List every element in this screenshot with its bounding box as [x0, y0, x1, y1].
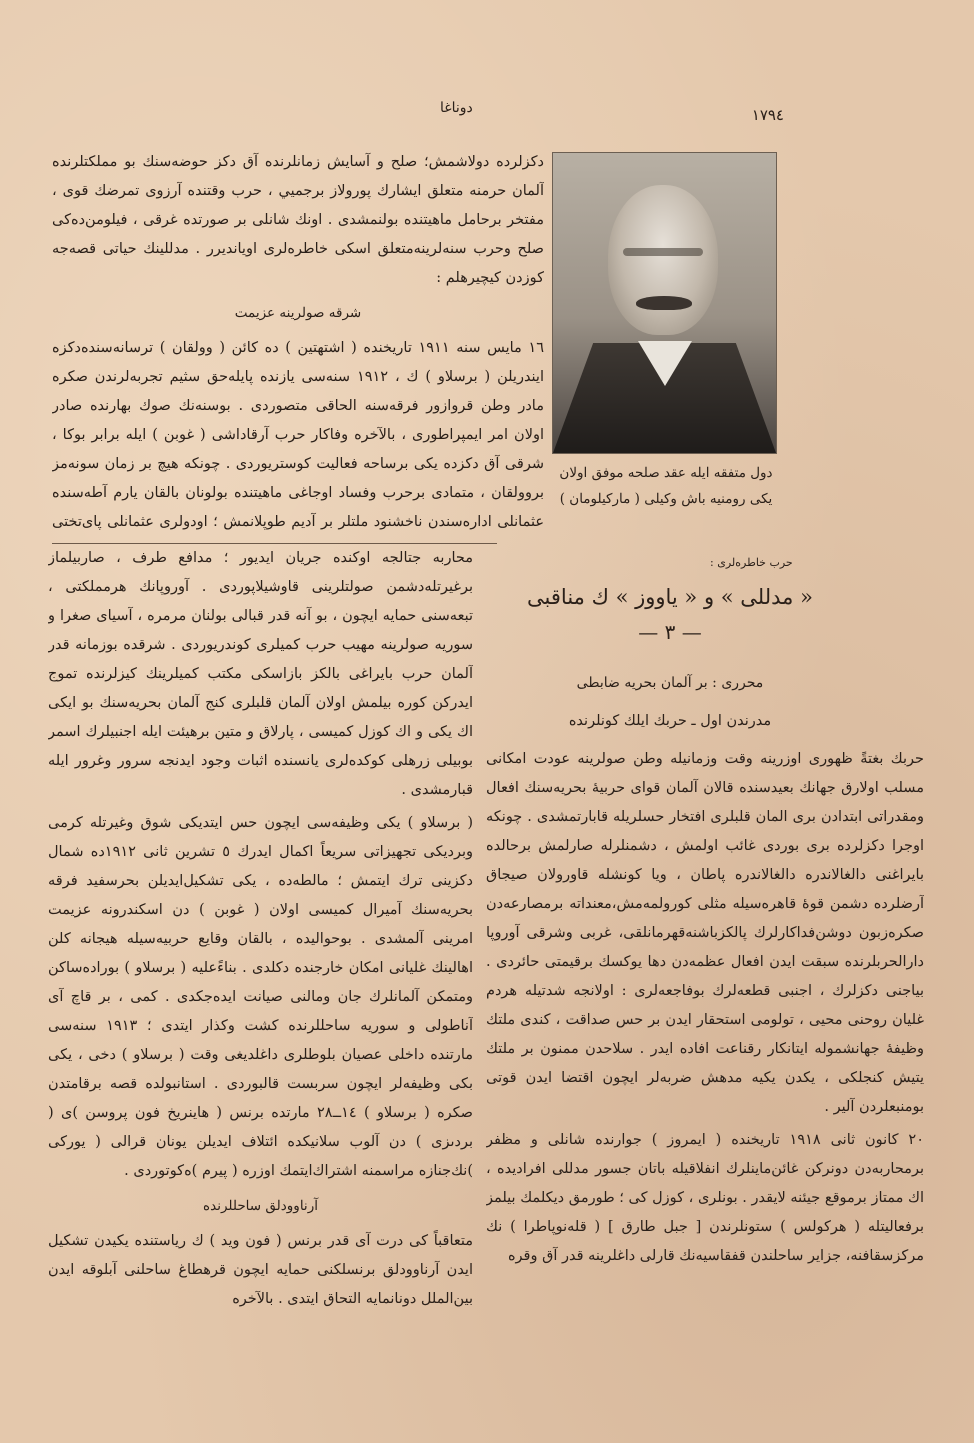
page-number: ١٧٩٤ — [751, 106, 784, 124]
top-column — [52, 148, 544, 540]
subheading: شرقه صولرينه عزيمت — [234, 305, 362, 321]
article-body — [486, 745, 924, 1413]
article-subheading: مدرندن اول ـ حربك ايلك كونلرنده — [568, 713, 772, 729]
portrait-brow — [623, 248, 703, 256]
portrait-photo — [552, 152, 777, 454]
article-author: محررى : بر آلمان بحريه ضابطى — [576, 675, 764, 691]
left-column — [48, 544, 473, 1414]
article-title: « مدللى » و « ياووز » ك مناقبى — [527, 585, 813, 609]
journal-name: دوناغا — [440, 100, 473, 116]
paragraph: ( برسلاو ) يكى وظيفه‌سى ايچون حس ايتديكى شوق وغيرتله كرمى وبرديكى تجهيزاتى سريعاً اكمال ايدرك ٥ تشرين ثانى ١٩١٢ده شمال دكزينى ترك ايتمش ؛ مالطه‌ده ، يكى تشكيل‌ايديلن بحرسفيد فرقه بحريه‌سنك آميرال كميسى اولان ( غوبن ) دن اسكندرونه عزيمت امرينى آلمشدى . بوحواليده ، بالقان وقايع حربيه‌سيله هيجانه كلن اهالينك غليانى امكان خارجنده دكلدى . بناءًعليه ( برسلاو ) بوراده‌ساكن ومتمكن آلمانلرك جان ومالنى صيانت ايده‌جكدى . كمى ، بر قاچ آى آناطولى و سوريه ساحللرنده كشت وكذار ايتدى ؛ ١٩١٣ سنه‌سى مارتنده داخلى عصيان بلوطلرى داغلديغى وقت ( برسلاو ) دخى ، يكى بكى وظيفه‌لر ايچون سربست قالبوردى . استانبولده قصه برقامتدن صكره ( برسلاو ) ١٤ــ٢٨ مارتده برنس ( هاينريخ فون پروسن )ى ( بردىزى ) دن آلوب سلانيكده ائتلاف ايديلن يونان قرالى ( يوركى )نك‌جنازه مراسمنه اشتراك‌ايتمك اوزره ( پيرم )ه‌كوتوردى . — [48, 815, 473, 1179]
page-header — [60, 100, 914, 130]
paragraph: متعاقباً كى درت آى قدر برنس ( فون ويد ) ك رياستنده يكيدن تشكيل ايدن آرناوودلق برنسلكنى حمايه ايچون قرهطاغ ساحلنى آبلوقه ايدن بين‌الملل دونانمايه التحاق ايتدى . بالآخره — [48, 1233, 473, 1307]
portrait-caption: دول متفقه ايله عقد صلحه موفق اولان يكى رومنيه باش وكيلى ( ماركيلومان ) — [559, 465, 773, 507]
paragraph: ١٦ مايس سنه ١٩١١ تاريخنده ( اشتهتين ) ده كائن ( وولقان ) ترسانه‌سنده‌دكزه ايندريلن ( برسلاو ) ك ، ١٩١٢ سنه‌سى يازنده پايله‌حق سثيم تجربه‌لرندن صكره مادر وطن قروازور فرقه‌سنه الحاقى متصوردى . بوسنه‌نك صوك بهارنده صادر اولان امر ايمپراطورى ، بالآخره وفاكار حرب آرقاداشى ( غوبن ) ايله برابر بوكا ، شرقى آق دكزده يكى برساحه فعاليت كوستريوردى . چونكه هيچ بر زمان سونه‌مز بروولقان ، متمادى برحرب وفساد اوجاغى ماهيتنده بولونان بالقان يارم آطه‌سنده عثمانلى اداره‌سندن ناخشنود ملتلر بر آديم طوپلانمش ؛ اودولرى عثمانلى پاى‌تختى — [52, 340, 544, 530]
paragraph: محاربه جتالجه اوكنده جريان ايديور ؛ مدافع طرف ، صاربيلماز برغيرتله‌دشمن صولتلرينى قاوشيلاپوردى . آوروپانك هرمملكتى ، تبعه‌سنى حمايه ايچون ، بو آنه قدر قبالى بولنان مرمره ، آسياى صغرا و سوريه صولرينه مهيب حرب كميلرى كوندريوردى . شرقده بوزمانه قدر آلمان حرب بايراغى بالكز‌ بازاسكى مكتب كميلرينك كيزلرنده تموج ايدركن كوره بيلمش اولان آلمان قلبلرى كنج آلمان بحريه‌سنك بو ايكى اك يكى و اك كوزل كميسى ، پارلاق و متين برهيئت ايله اجنبيلرك اسمر بوبيلى زرهلى كوكده‌لرى يانسنده اثبات وجود ايدنجه سرور وغرور ايله قبارمشدى . — [48, 550, 473, 798]
subheading: آرناوودلق ساحللرنده — [203, 1198, 318, 1214]
portrait-head — [608, 185, 718, 335]
portrait-moustache — [636, 296, 692, 310]
article-part: — ٣ — — [638, 620, 702, 644]
paragraph: ٢٠ كانون ثانى ١٩١٨ تاريخنده ( ايمروز ) جوارنده شانلى و مظفر برمحاربه‌دن دونركن غائن‌ماينلرك انفلاقيله باتان جسور مدللى افراديده ، اك ممتاز برموقع جيئنه لايقدر . بونلرى ، كوزل كى ؛ طورمق ديكلمك بيلمز برفعاليتله ( هركولس ) ستونلرندن [ جبل طارق ] ( قله‌نوپاطرا ) نك مركزسقافنه، جزاير ساحلندن قفقاسيه‌نك قارلى داغلرينه قدر آق وقره — [486, 1132, 924, 1264]
paragraph: دكزلرده دولاشمش؛ صلح و آسايش زمانلرنده آق دكز حوضه‌سنك بو مملكتلرنده آلمان حرمنه متعلق ايشارك پورولاز برجميي ، حرب وقتنده آرزوى تمرضك قوى ، مفتخر برحامل ماهيتنده بولنمشدى . اونك شانلى بر صورتده غرقى ، فيلومن‌ده‌كى صلح وحرب سنه‌لرينه‌متعلق اسكى خاطره‌لرى اويانديرر . مدللينك حياتى قصه‌جه كوزدن كيچيرهلم : — [52, 154, 544, 286]
paragraph: حربك بغتةً ظهورى اوزرينه وقت وزمانيله وطن صولرينه عودت امكانى مسلب اولارق جهانك بعيدسنده قالان آلمان قواى حربيۀ بحريه‌سنك افعال ومقدراتى ابتدادن برى المان قلبلرى افتخار حسلريله قابارتمشدى . چونكه اوجرا دكزلرده برى بوردى غائب اولمش ، دشمنلرله صارلمش برحالده بايراغنى دالغالاندره دالغالاندره پاطان ، ويا كونشله قاورولان صيجاق آرضلرده دشمن قوۀ قاهره‌سيله مثلى كورولمه‌مش،معنداته برمصارعه‌دن صكره‌زبون دوشن‌فداكارلرك پالكزباشنه‌قهرمانلقى، غربى وشرقى آوروپا دارالحربلرنده سبقت ايدن افعال عظمه‌دن دها يوكسك برقيمتى حائردى . بياجنى دكزلرك ، اجنبى قطعه‌لرك بوفاجعه‌لرى : اولانجه شدتيله هردم غليان روحنى محيى ، تولومى استحقار ايدن بر حس صداقت ، كندى ملتك وظيفۀ جهانشموله ايتانكار رقناعت افاده ايدر . سلاحدن ممنون بر ملتك يتيش كنجلكى ، يكدن يكيه مدهش ضربه‌لر ايچون اقتضا ايدن قوتى بومنبعلردن آلير . — [486, 751, 924, 1115]
section-tag: حرب خاطره‌لرى : — [710, 556, 793, 569]
